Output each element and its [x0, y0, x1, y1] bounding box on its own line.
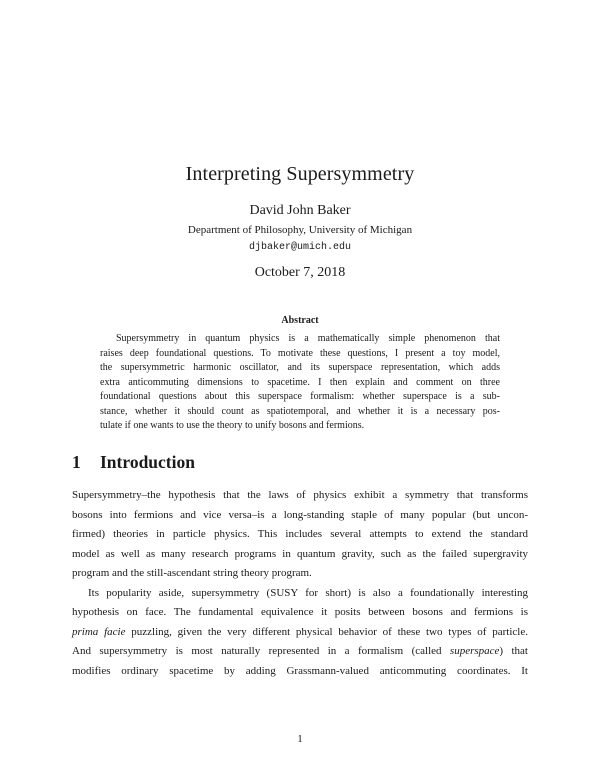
body-text: [72, 486, 528, 681]
abstract-line: foundational questions about this superspace formalism: whether superspace is a sub-: [100, 391, 500, 402]
body-line: program and the still-ascendant string theory program.: [72, 567, 312, 579]
section-number: 1: [72, 452, 81, 472]
body-line: Its popularity aside, supersymmetry (SUSY for short) is also a foundationally interesting: [88, 586, 528, 599]
body-line-part: And supersymmetry is most naturally represented in a formalism (called: [72, 645, 450, 657]
section-heading: [72, 452, 195, 473]
author-email: djbaker@umich.edu: [248, 242, 352, 253]
body-line: hypothesis on face. The fundamental equivalence it posits between bosons and fermions is: [72, 606, 528, 618]
abstract-heading: Abstract: [281, 315, 319, 326]
italic-phrase: prima facie: [72, 625, 126, 638]
author-name: David John Baker: [249, 203, 351, 218]
paper-title: Interpreting Supersymmetry: [185, 163, 415, 185]
abstract-line: tulate if one wants to use the theory to unify bosons and fermions.: [100, 420, 365, 431]
abstract-line: the supersymmetric harmonic oscillator, and its superspace representation, which adds: [100, 362, 500, 373]
abstract-line: stance, whether it should count as spatiotemporal, and whether it is a necessary pos-: [100, 405, 500, 417]
body-line: Supersymmetry–the hypothesis that the laws of physics exhibit a symmetry that transforms: [72, 489, 528, 501]
paper-date: October 7, 2018: [254, 265, 346, 280]
body-line-rest: puzzling, given the very different physical behavior of these two types of particle.: [125, 625, 528, 638]
body-line: bosons into fermions and vice versa–is a long-standing staple of many popular (but uncon-: [72, 508, 528, 521]
body-line: [72, 642, 528, 662]
abstract-text: [100, 332, 500, 434]
abstract-line: Supersymmetry in quantum physics is a mathematically simple phenomenon that: [116, 333, 500, 344]
body-line: [72, 623, 528, 643]
author-affiliation: Department of Philosophy, University of Michigan: [187, 224, 413, 236]
abstract-line: extra anticommuting dimensions to spacetime. I then explain and comment on three: [100, 376, 500, 388]
body-line: firmed) theories in particle physics. This includes several attempts to extend the standard: [72, 528, 528, 540]
section-title: Introduction: [100, 452, 195, 472]
page-number: 1: [297, 733, 303, 745]
body-line: modifies ordinary spacetime by adding Grassmann-valued anticommuting coordinates. It: [72, 664, 528, 677]
body-line-part: ) that: [499, 645, 528, 657]
abstract-line: raises deep foundational questions. To motivate these questions, I present a toy model,: [100, 347, 500, 359]
body-line: model as well as many research programs in quantum gravity, such as the failed supergravity: [72, 547, 528, 560]
italic-term: superspace: [449, 645, 500, 657]
